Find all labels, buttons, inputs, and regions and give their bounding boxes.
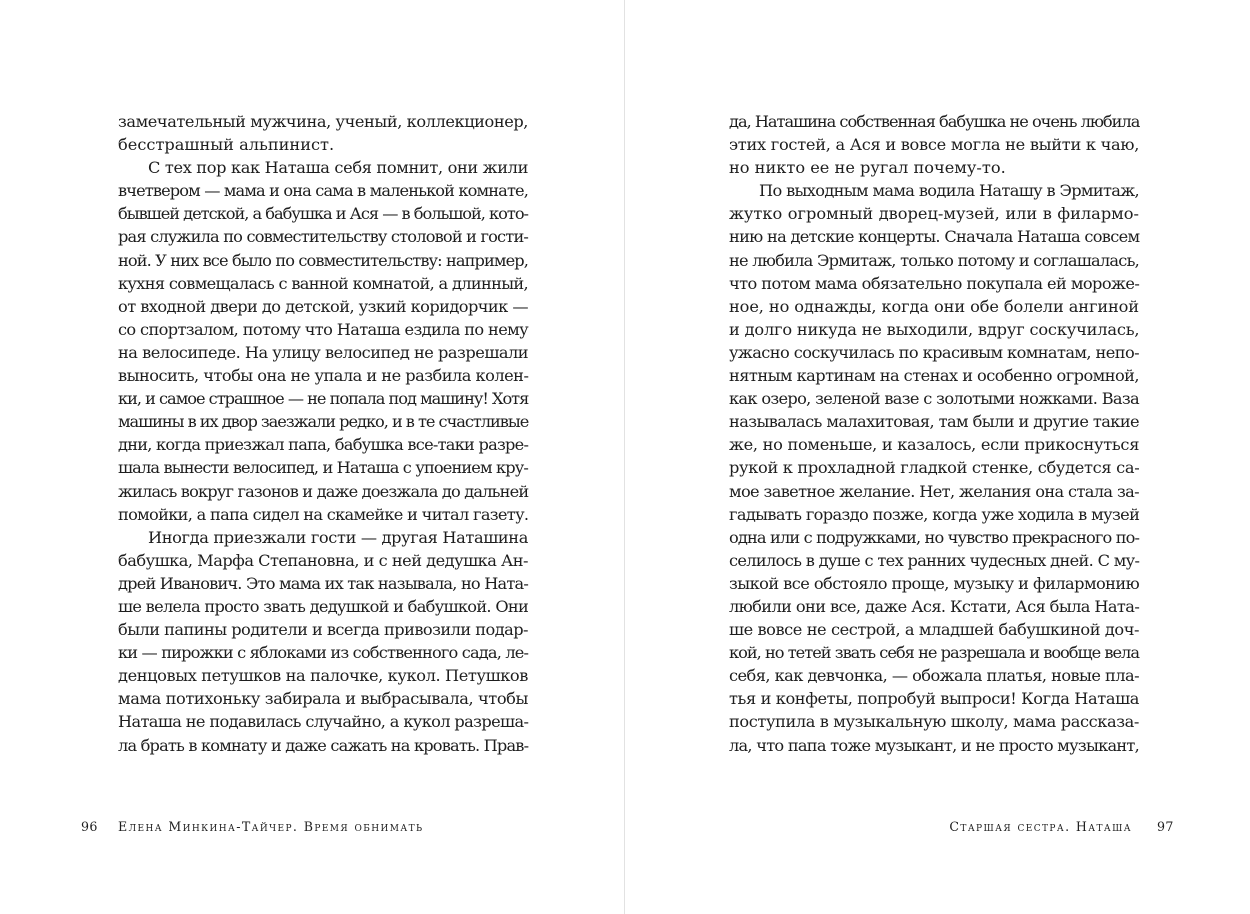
text-line: бывшей детской, а бабушка и Ася — в большой, кото- <box>118 204 528 224</box>
text-line: машины в их двор заезжали редко, и в те счастливые <box>118 412 529 432</box>
text-line: дрей Иванович. Это мама их так называла, но Ната- <box>118 573 528 593</box>
text-line: гадывать гораздо позже, когда уже ходила в музей <box>729 504 1140 524</box>
text-line: себя, как девчонка, — обожала платья, новые пла- <box>729 666 1139 686</box>
text-line: бесстрашный альпинист. <box>118 135 335 155</box>
text-line: рая служила по совместительству столовой и гости- <box>118 227 529 247</box>
text-line: ужасно соскучилась по красивым комнатам, непо- <box>729 342 1139 362</box>
text-line: С тех пор как Наташа себя помнит, они жили <box>148 158 528 178</box>
text-line: кой, но тетей звать себя не разрешала и вообще вела <box>729 643 1139 663</box>
text-line: выносить, чтобы она не упала и не разбила колен- <box>118 366 529 386</box>
text-line: на велосипеде. На улицу велосипед не разрешали <box>118 342 529 362</box>
text-line: да, Наташина собственная бабушка не очень любила <box>729 112 1140 131</box>
text-line: и долго никуда не выходили, вдруг соскучилась, <box>729 319 1140 339</box>
text-line: помойки, а папа сидел на скамейке и читал газету. <box>118 504 529 524</box>
text-line: селилось в душе с тех ранних чудесных дней. С му- <box>729 550 1140 570</box>
text-line: жутко огромный дворец-музей, или в филармо- <box>729 204 1139 224</box>
text-line: дни, когда приезжал папа, бабушка все-таки разре- <box>118 435 529 455</box>
text-line: шала вынести велосипед, и Наташа с упоением кру- <box>118 458 528 478</box>
right-page <box>625 0 1250 914</box>
text-line: Наташа не подавилась случайно, а кукол разреша- <box>118 712 529 732</box>
text-line: ше велела просто звать дедушкой и бабушкой. Они <box>118 596 529 616</box>
text-line: ной. У них все было по совместительству: например, <box>118 250 528 270</box>
text-line: кухня совмещалась с ванной комнатой, а длинный, <box>118 273 528 293</box>
text-line: тья и конфеты, попробуй выпроси! Когда Наташа <box>729 689 1139 709</box>
text-line: мама потихоньку забирала и выбрасывала, чтобы <box>118 689 528 709</box>
text-line: денцовых петушков на палочке, кукол. Петушков <box>118 666 528 686</box>
right-page-text <box>729 110 1139 757</box>
left-page-text <box>118 110 528 757</box>
text-line: рукой к прохладной гладкой стенке, сбудется са- <box>729 458 1140 478</box>
text-line: зыкой все обстояло проще, музыку и филармонию <box>729 573 1140 593</box>
text-line: что потом мама обязательно покупала ей мороже- <box>729 273 1140 293</box>
text-line: Иногда приезжали гости — другая Наташина <box>148 527 528 547</box>
text-line: от входной двери до детской, узкий коридорчик — <box>118 296 528 316</box>
running-head: Старшая сестра. Наташа <box>949 819 1132 834</box>
text-line: называлась малахитовая, там были и другие такие <box>729 412 1139 432</box>
text-line: не любила Эрмитаж, только потому и соглашалась, <box>729 250 1139 270</box>
page-number: 97 <box>1157 819 1174 834</box>
text-line: нию на детские концерты. Сначала Наташа совсем <box>729 227 1140 247</box>
text-line: ла, что папа тоже музыкант, и не просто музыкант, <box>729 735 1139 755</box>
text-line: ла брать в комнату и даже сажать на кровать. Прав- <box>118 735 529 755</box>
text-line: этих гостей, а Ася и вовсе могла не выйти к чаю, <box>729 135 1140 155</box>
text-line: ки — пирожки с яблоками из собственного сада, ле- <box>118 643 529 663</box>
text-line: одна или с подружками, но чувство прекрасного по- <box>729 527 1140 547</box>
text-line: нятным картинам на стенах и особенно огромной, <box>729 366 1140 386</box>
text-line: ки, и самое страшное — не попала под машину! Хотя <box>118 389 529 409</box>
text-line: ше вовсе не сестрой, а младшей бабушкиной доч- <box>729 620 1139 640</box>
text-line: бабушка, Марфа Степановна, и с ней дедушка Ан- <box>118 550 528 570</box>
text-line: любили они все, даже Ася. Кстати, Ася была Ната- <box>729 596 1140 616</box>
text-line: поступила в музыкальную школу, мама рассказа- <box>729 712 1139 732</box>
text-line: были папины родители и всегда привозили подар- <box>118 620 528 640</box>
text-line: ное, но однажды, когда они обе болели ангиной <box>729 296 1139 316</box>
text-line: вчетвером — мама и она сама в маленькой комнате, <box>118 181 528 201</box>
text-line: но никто ее не ругал почему-то. <box>729 158 1006 178</box>
text-line: мое заветное желание. Нет, желания она стала за- <box>729 481 1139 501</box>
text-line: По выходным мама водила Наташу в Эрмитаж, <box>759 181 1139 201</box>
text-line: жилась вокруг газонов и даже доезжала до дальней <box>118 481 529 501</box>
text-line: как озеро, зеленой вазе с золотыми ножками. Ваза <box>729 389 1139 409</box>
page-number: 96 <box>81 819 98 834</box>
running-head: Елена Минкина-Тайчер. Время обнимать <box>118 819 424 834</box>
text-line: со спортзалом, потому что Наташа ездила по нему <box>118 319 528 339</box>
text-line: замечательный мужчина, ученый, коллекционер, <box>118 112 528 131</box>
text-line: же, но поменьше, и казалось, если прикоснуться <box>729 435 1140 455</box>
